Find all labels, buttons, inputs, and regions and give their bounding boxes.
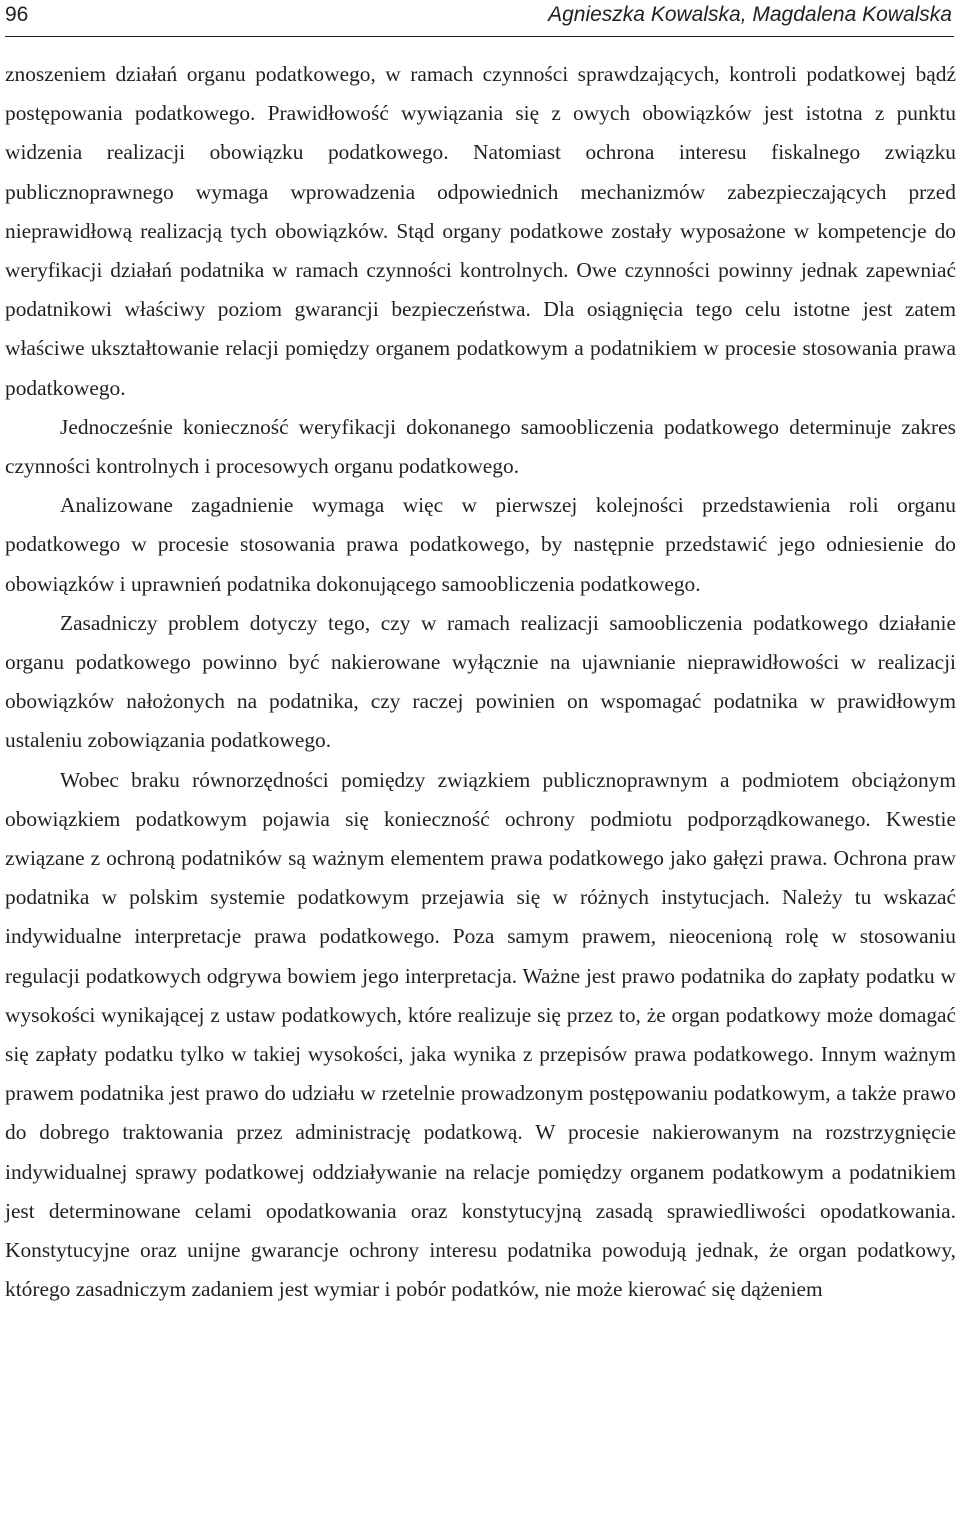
- running-header-authors: Agnieszka Kowalska, Magdalena Kowalska: [548, 3, 952, 26]
- paragraph: Wobec braku równorzędności pomiędzy związkiem publicznoprawnym a podmiotem obciążonym obowiązkiem podatkowym pojawia się konieczność ochrony podmiotu podporządkowanego. Kwestie związane z ochroną podatników są ważnym elementem prawa podatkowego jako gałęzi prawa. Ochrona praw podatnika w polskim systemie podatkowym przejawia się w różnych instytucjach. Należy tu wskazać indywidualne interpretacje prawa podatkowego. Poza samym prawem, nieocenioną rolę w stosowaniu regulacji podatkowych odgrywa bowiem jego interpretacja. Ważne jest prawo podatnika do zapłaty podatku w wysokości wynikającej z ustaw podatkowych, które realizuje się przez to, że organ podatkowy może domagać się zapłaty podatku tylko w takiej wysokości, jaka wynika z przepisów prawa podatkowego. Innym ważnym prawem podatnika jest prawo do udziału w rzetelnie prowadzonym postępowaniu podatkowym, a także prawo do dobrego traktowania przez administrację podatkową. W procesie nakierowanym na rozstrzygnięcie indywidualnej sprawy podatkowej oddziaływanie na relacje pomiędzy organem podatkowym a podatnikiem jest determinowane celami opodatkowania oraz konstytucyjną zasadą sprawiedliwości opodatkowania. Konstytucyjne oraz unijne gwarancje ochrony interesu podatnika powodują jednak, że organ podatkowy, którego zasadniczym zadaniem jest wymiar i pobór podatków, nie może kierować się dążeniem: [5, 767, 956, 1302]
- running-header: [5, 2, 954, 37]
- paragraph: Jednocześnie konieczność weryfikacji dokonanego samoobliczenia podatkowego determinuje zakres czynności kontrolnych i procesowych organu podatkowego.: [5, 414, 956, 479]
- page-number: 96: [5, 3, 29, 26]
- paragraph-continued: znoszeniem działań organu podatkowego, w ramach czynności sprawdzających, kontroli podatkowej bądź postępowania podatkowego. Prawidłowość wywiązania się z owych obowiązków jest istotna z punktu widzenia realizacji obowiązku podatkowego. Natomiast ochrona interesu fiskalnego związku publicznoprawnego wymaga wprowadzenia odpowiednich mechanizmów zabezpieczających przed nieprawidłową realizacją tych obowiązków. Stąd organy podatkowe zostały wyposażone w kompetencje do weryfikacji działań podatnika w ramach czynności kontrolnych. Owe czynności powinny jednak zapewniać podatnikowi właściwy poziom gwarancji bezpieczeństwa. Dla osiągnięcia tego celu istotne jest zatem właściwe ukształtowanie relacji pomiędzy organem podatkowym a podatnikiem w procesie stosowania prawa podatkowego.: [5, 62, 956, 400]
- paragraph: Zasadniczy problem dotyczy tego, czy w ramach realizacji samoobliczenia podatkowego działanie organu podatkowego powinno być nakierowane wyłącznie na ujawnianie nieprawidłowości w realizacji obowiązków nałożonych na podatnika, czy raczej powinien on wspomagać podatnika w prawidłowym ustaleniu zobowiązania podatkowego.: [5, 610, 956, 753]
- body-text: [5, 55, 956, 1310]
- paragraph: Analizowane zagadnienie wymaga więc w pierwszej kolejności przedstawienia roli organu podatkowego w procesie stosowania prawa podatkowego, by następnie przedstawić jego odniesienie do obowiązków i uprawnień podatnika dokonującego samoobliczenia podatkowego.: [5, 493, 956, 596]
